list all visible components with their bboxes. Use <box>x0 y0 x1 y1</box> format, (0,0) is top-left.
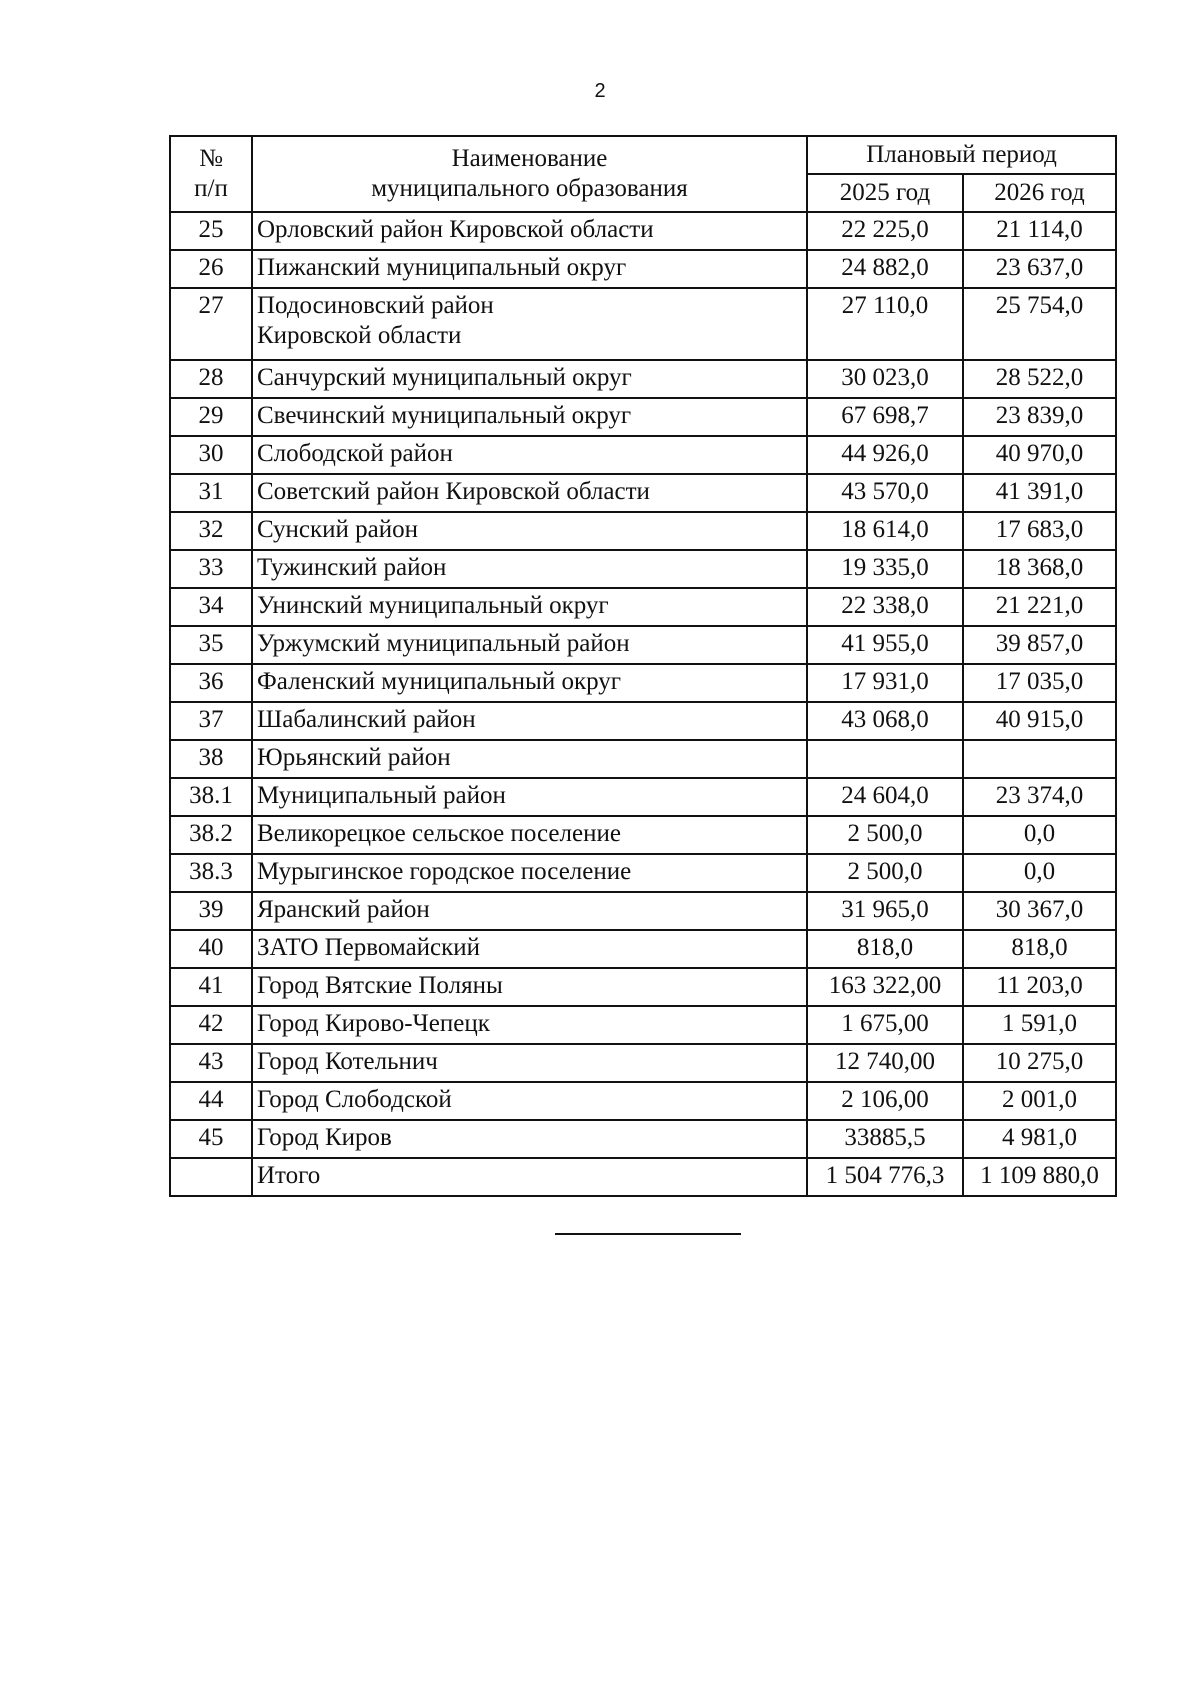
row-name <box>252 550 807 588</box>
row-value-2025: 67 698,7 <box>807 398 963 436</box>
row-name-line: Шабалинский район <box>257 706 476 733</box>
row-name-line: Муниципальный район <box>257 782 506 809</box>
row-name <box>252 664 807 702</box>
row-number: 40 <box>170 930 252 968</box>
row-value-2026: 17 683,0 <box>963 512 1116 550</box>
row-name-line: Кировской области <box>257 322 462 349</box>
row-value-2026: 23 374,0 <box>963 778 1116 816</box>
table-row <box>170 436 1116 474</box>
row-value-2026: 818,0 <box>963 930 1116 968</box>
row-name-line: Пижанский муниципальный округ <box>257 254 627 281</box>
table-row <box>170 1158 1116 1196</box>
row-value-2026: 2 001,0 <box>963 1082 1116 1120</box>
row-name <box>252 778 807 816</box>
header-name-line2: муниципального образования <box>371 175 688 202</box>
row-name-line: Санчурский муниципальный округ <box>257 364 632 391</box>
row-number: 38.1 <box>170 778 252 816</box>
table-row <box>170 702 1116 740</box>
row-name <box>252 854 807 892</box>
row-name-line: Орловский район Кировской области <box>257 216 654 243</box>
row-name <box>252 1044 807 1082</box>
row-name-line: Сунский район <box>257 516 419 543</box>
row-name <box>252 474 807 512</box>
row-name-line: Унинский муниципальный округ <box>257 592 609 619</box>
row-value-2025: 27 110,0 <box>807 288 963 360</box>
row-name <box>252 436 807 474</box>
header-name <box>252 136 807 212</box>
row-value-2025 <box>807 740 963 778</box>
header-period: Плановый период <box>807 136 1116 174</box>
row-number: 37 <box>170 702 252 740</box>
table-header <box>170 136 1116 212</box>
row-value-2025: 43 570,0 <box>807 474 963 512</box>
row-number: 26 <box>170 250 252 288</box>
table-row <box>170 212 1116 250</box>
row-name <box>252 512 807 550</box>
row-value-2025: 33885,5 <box>807 1120 963 1158</box>
row-number: 45 <box>170 1120 252 1158</box>
row-number: 35 <box>170 626 252 664</box>
row-value-2025: 2 106,00 <box>807 1082 963 1120</box>
row-value-2025: 30 023,0 <box>807 360 963 398</box>
row-name <box>252 1082 807 1120</box>
table-row <box>170 626 1116 664</box>
table-row <box>170 360 1116 398</box>
table-row <box>170 398 1116 436</box>
table-body <box>170 212 1116 1196</box>
row-value-2025: 43 068,0 <box>807 702 963 740</box>
row-name <box>252 398 807 436</box>
row-value-2026: 30 367,0 <box>963 892 1116 930</box>
row-value-2025: 818,0 <box>807 930 963 968</box>
row-number: 27 <box>170 288 252 360</box>
row-value-2025: 12 740,00 <box>807 1044 963 1082</box>
header-year-2026: 2026 год <box>963 174 1116 212</box>
table-row <box>170 550 1116 588</box>
row-name <box>252 626 807 664</box>
row-name-line: Великорецкое сельское поселение <box>257 820 621 847</box>
row-value-2026 <box>963 740 1116 778</box>
row-value-2026: 23 839,0 <box>963 398 1116 436</box>
table-row <box>170 778 1116 816</box>
row-value-2025: 18 614,0 <box>807 512 963 550</box>
row-value-2026: 4 981,0 <box>963 1120 1116 1158</box>
row-name-line: Город Киров <box>257 1124 392 1151</box>
table-row <box>170 250 1116 288</box>
row-name-line: Фаленский муниципальный округ <box>257 668 622 695</box>
row-number: 31 <box>170 474 252 512</box>
row-value-2025: 2 500,0 <box>807 854 963 892</box>
row-name <box>252 740 807 778</box>
row-value-2025: 1 675,00 <box>807 1006 963 1044</box>
row-value-2026: 0,0 <box>963 816 1116 854</box>
table-row <box>170 474 1116 512</box>
row-name <box>252 930 807 968</box>
page-number: 2 <box>594 80 606 102</box>
row-value-2025: 31 965,0 <box>807 892 963 930</box>
row-number: 42 <box>170 1006 252 1044</box>
row-number: 30 <box>170 436 252 474</box>
row-name-line: ЗАТО Первомайский <box>257 934 481 961</box>
row-name-line: Яранский район <box>257 896 430 923</box>
row-name-line: Город Слободской <box>257 1086 452 1113</box>
row-value-2025: 24 604,0 <box>807 778 963 816</box>
row-name <box>252 360 807 398</box>
row-name <box>252 288 807 360</box>
table-row <box>170 512 1116 550</box>
row-value-2026: 23 637,0 <box>963 250 1116 288</box>
separator-line <box>555 1233 741 1235</box>
row-number: 33 <box>170 550 252 588</box>
row-name-line: Город Вятские Поляны <box>257 972 503 999</box>
row-value-2025: 22 338,0 <box>807 588 963 626</box>
row-name-line: Юрьянский район <box>257 744 451 771</box>
row-number: 34 <box>170 588 252 626</box>
row-name <box>252 1120 807 1158</box>
row-value-2026: 0,0 <box>963 854 1116 892</box>
row-value-2025: 19 335,0 <box>807 550 963 588</box>
row-name-line: Тужинский район <box>257 554 447 581</box>
table-row <box>170 892 1116 930</box>
row-number: 39 <box>170 892 252 930</box>
row-name-line: Город Кирово-Чепецк <box>257 1010 490 1037</box>
table-row <box>170 740 1116 778</box>
row-name <box>252 892 807 930</box>
row-name <box>252 250 807 288</box>
row-value-2026: 17 035,0 <box>963 664 1116 702</box>
row-value-2025: 163 322,00 <box>807 968 963 1006</box>
row-name <box>252 212 807 250</box>
row-number: 43 <box>170 1044 252 1082</box>
header-num-line2: п/п <box>194 175 228 202</box>
header-name-line1: Наименование <box>451 145 608 172</box>
row-value-2026: 10 275,0 <box>963 1044 1116 1082</box>
row-name <box>252 1158 807 1196</box>
row-value-2025: 2 500,0 <box>807 816 963 854</box>
row-value-2025: 1 504 776,3 <box>807 1158 963 1196</box>
budget-table <box>169 135 1117 1197</box>
row-value-2025: 22 225,0 <box>807 212 963 250</box>
row-value-2026: 11 203,0 <box>963 968 1116 1006</box>
row-number: 38.2 <box>170 816 252 854</box>
row-name-line: Уржумский муниципальный район <box>257 630 630 657</box>
table-row <box>170 588 1116 626</box>
row-value-2026: 41 391,0 <box>963 474 1116 512</box>
row-name-line: Мурыгинское городское поселение <box>257 858 632 885</box>
row-name-line: Слободской район <box>257 440 453 467</box>
row-value-2026: 1 109 880,0 <box>963 1158 1116 1196</box>
row-name-line: Свечинский муниципальный округ <box>257 402 632 429</box>
row-name-line: Советский район Кировской области <box>257 478 650 505</box>
header-num <box>170 136 252 212</box>
row-value-2026: 25 754,0 <box>963 288 1116 360</box>
header-year-2025: 2025 год <box>807 174 963 212</box>
row-name-line: Итого <box>257 1162 321 1189</box>
row-number <box>170 1158 252 1196</box>
row-name-line: Город Котельнич <box>257 1048 438 1075</box>
table-row <box>170 816 1116 854</box>
row-value-2026: 18 368,0 <box>963 550 1116 588</box>
row-name-line: Подосиновский район <box>257 292 494 319</box>
table-row <box>170 1082 1116 1120</box>
row-name <box>252 1006 807 1044</box>
row-number: 28 <box>170 360 252 398</box>
row-name <box>252 588 807 626</box>
row-name <box>252 816 807 854</box>
row-number: 44 <box>170 1082 252 1120</box>
table-row <box>170 854 1116 892</box>
row-name <box>252 968 807 1006</box>
row-value-2026: 39 857,0 <box>963 626 1116 664</box>
table-row <box>170 968 1116 1006</box>
row-value-2026: 28 522,0 <box>963 360 1116 398</box>
table-row <box>170 930 1116 968</box>
row-value-2026: 21 221,0 <box>963 588 1116 626</box>
row-value-2026: 1 591,0 <box>963 1006 1116 1044</box>
table-row <box>170 664 1116 702</box>
row-number: 25 <box>170 212 252 250</box>
row-number: 32 <box>170 512 252 550</box>
row-value-2026: 40 915,0 <box>963 702 1116 740</box>
row-value-2026: 40 970,0 <box>963 436 1116 474</box>
row-number: 41 <box>170 968 252 1006</box>
row-number: 38 <box>170 740 252 778</box>
row-value-2025: 24 882,0 <box>807 250 963 288</box>
row-value-2026: 21 114,0 <box>963 212 1116 250</box>
row-number: 38.3 <box>170 854 252 892</box>
table-row <box>170 288 1116 360</box>
header-num-line1: № <box>199 145 223 172</box>
row-name <box>252 702 807 740</box>
table-row <box>170 1120 1116 1158</box>
table-row <box>170 1006 1116 1044</box>
row-value-2025: 41 955,0 <box>807 626 963 664</box>
row-value-2025: 17 931,0 <box>807 664 963 702</box>
row-value-2025: 44 926,0 <box>807 436 963 474</box>
row-number: 36 <box>170 664 252 702</box>
table-row <box>170 1044 1116 1082</box>
row-number: 29 <box>170 398 252 436</box>
